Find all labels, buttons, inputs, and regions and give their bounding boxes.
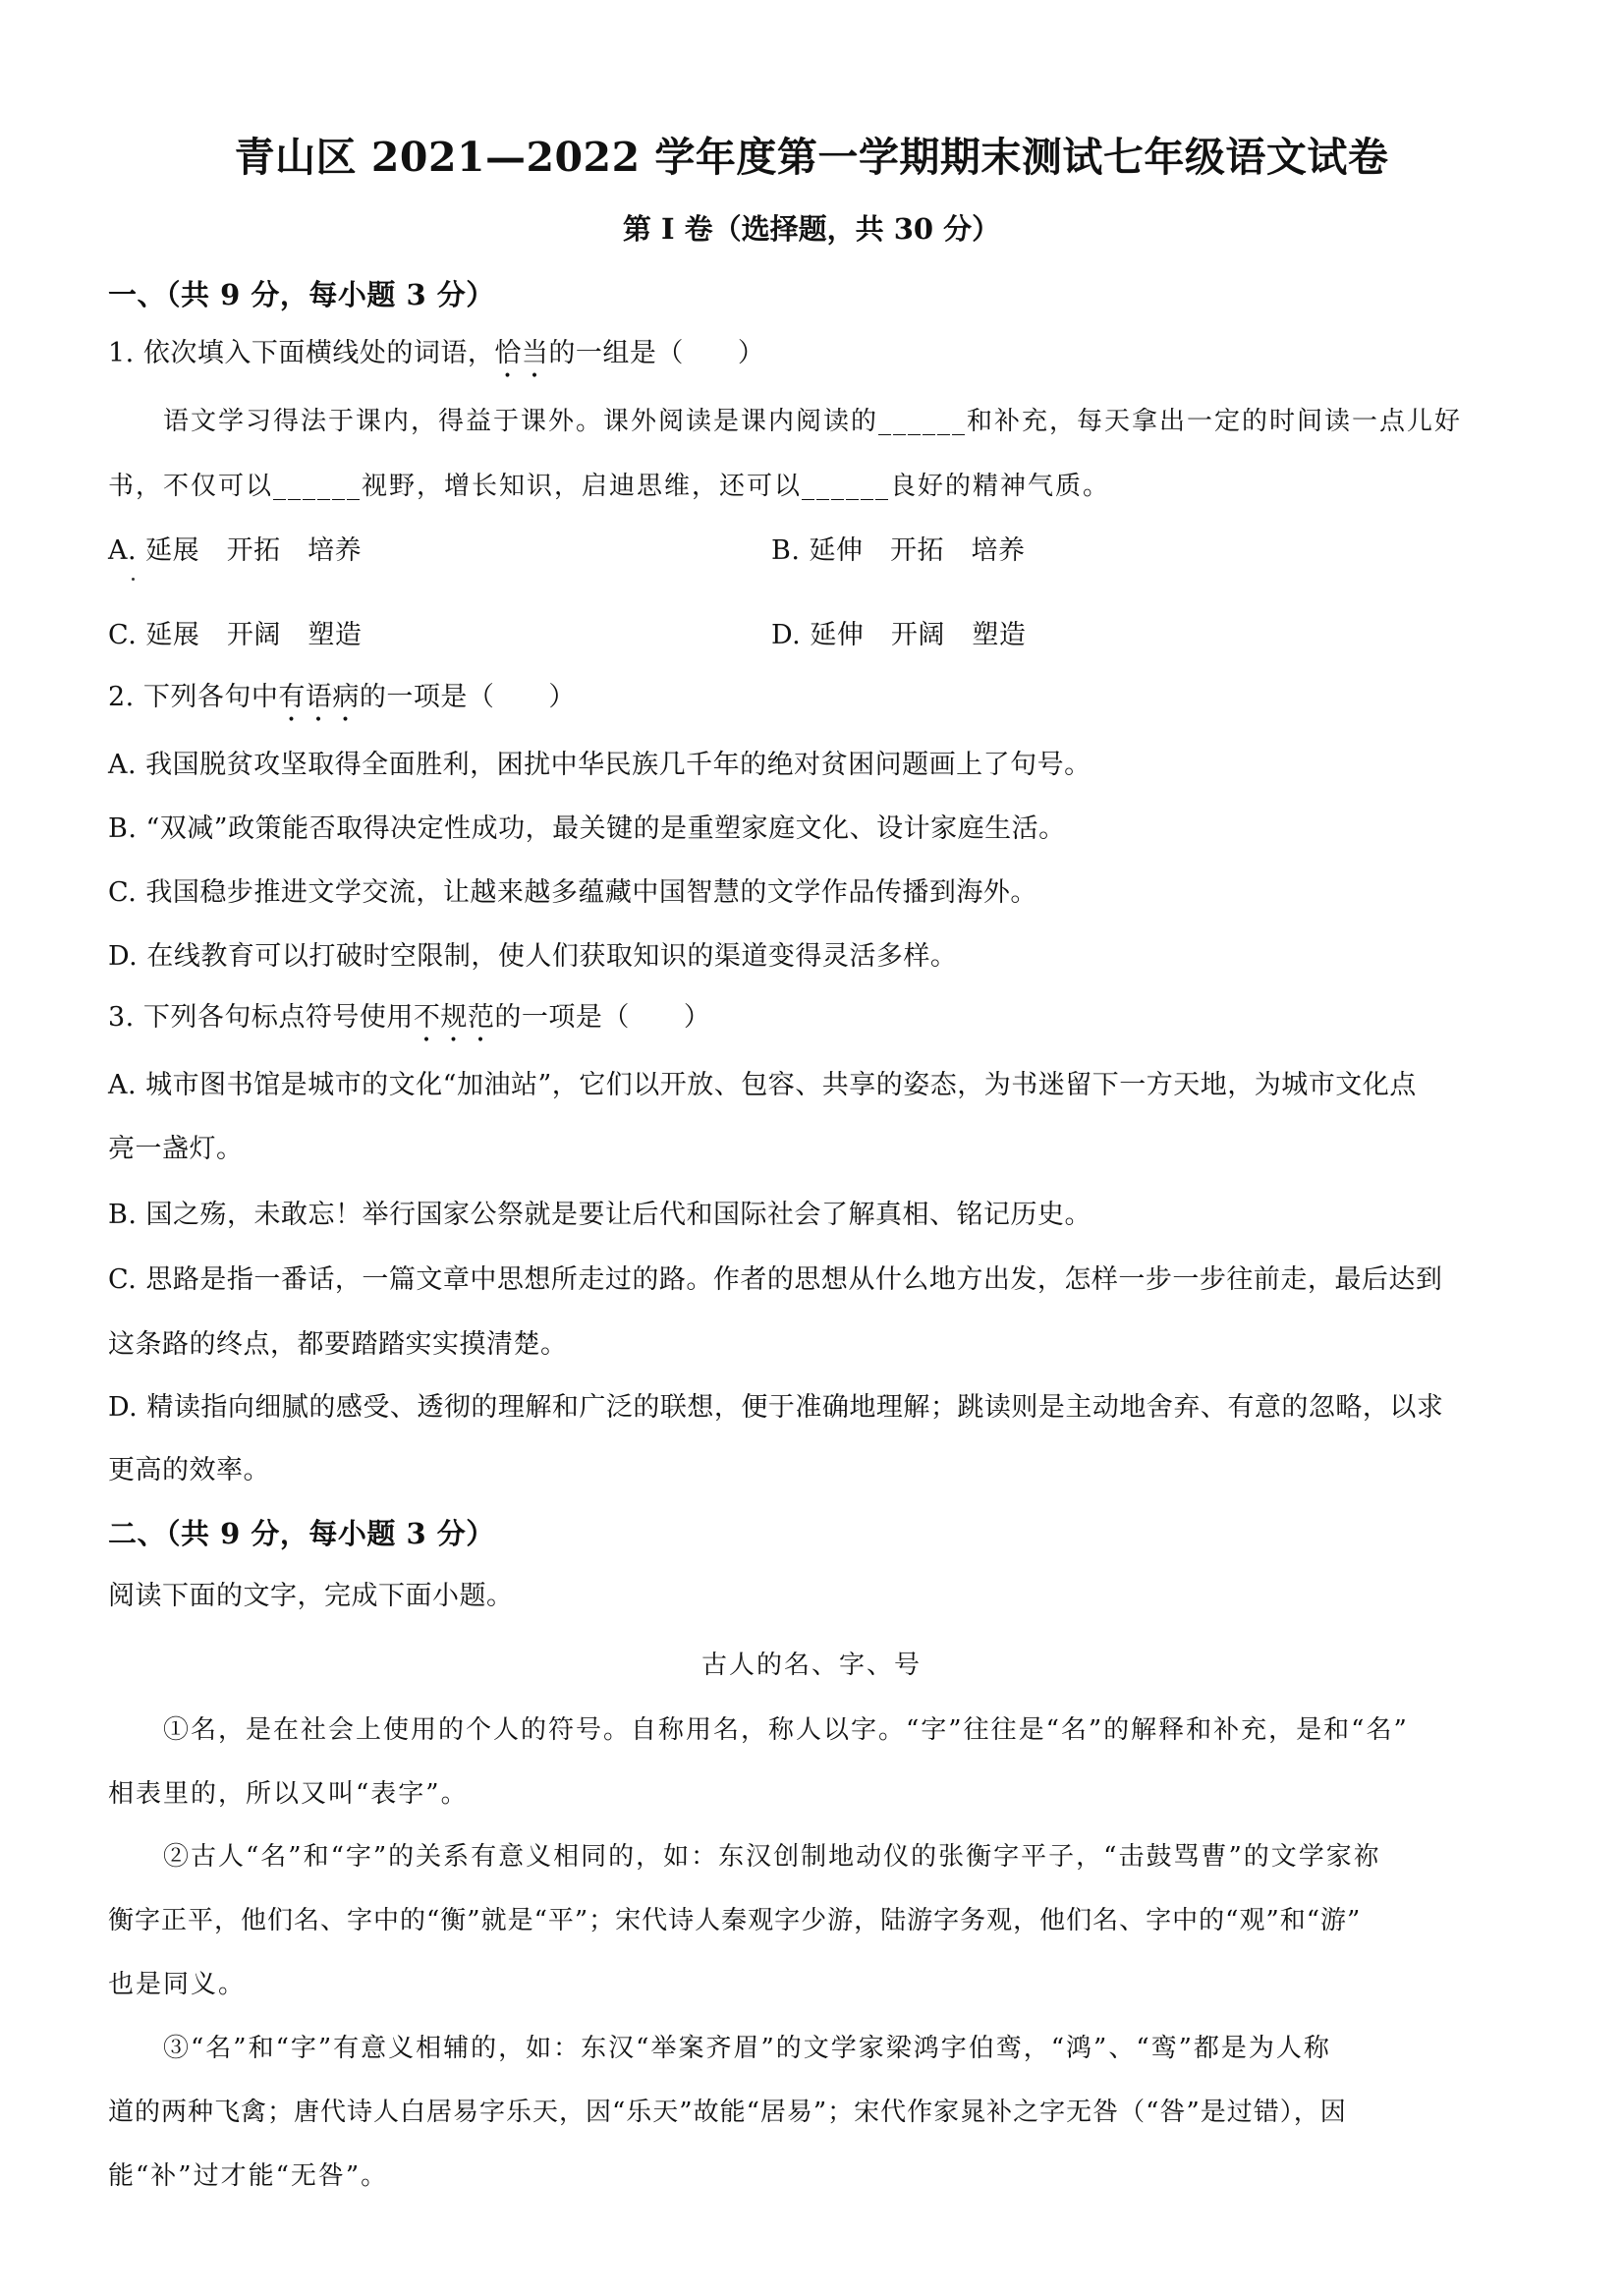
question-3-option-a-line-2: 亮一盏灯。 xyxy=(108,1134,244,1164)
stray-dot-mark xyxy=(132,578,135,581)
article-paragraph-3-line-1: ③“名”和“字”有意义相辅的，如：东汉“举案齐眉”的文学家梁鸿字伯鸾，“鸿”、“鸾”都是为人称 xyxy=(108,2034,1331,2063)
question-1-passage-line-1: 语文学习得法于课内，得益于课外。课外阅读是课内阅读的______和补充，每天拿出一定的时间读一点儿好 xyxy=(108,407,1463,436)
question-1-stem-post: 的一组是（ ） xyxy=(548,338,765,368)
question-3-stem-emphasis: 不规范 xyxy=(413,1002,495,1033)
question-1-stem xyxy=(108,334,1528,384)
article-title: 古人的名、字、号 xyxy=(700,1651,922,1680)
question-1-passage-line-2: 书，不仅可以______视野，增长知识，启迪思维，还可以______良好的精神气质。 xyxy=(108,472,1111,501)
question-2-option-d: D. 在线教育可以打破时空限制，使人们获取知识的渠道变得灵活多样。 xyxy=(108,941,958,972)
question-2-option-b: B. “双减”政策能否取得决定性成功，最关键的是重塑家庭文化、设计家庭生活。 xyxy=(108,813,1066,844)
article-paragraph-3-line-2: 道的两种飞禽；唐代诗人白居易字乐天，因“乐天”故能“居易”；宋代作家晁补之字无咎（“咎”是过错），因 xyxy=(108,2098,1347,2127)
question-1-option-d: D. 延伸 开阔 塑造 xyxy=(771,620,1027,650)
question-3-stem-pre: 3. 下列各句标点符号使用 xyxy=(108,1002,414,1033)
question-3-option-d-line-2: 更高的效率。 xyxy=(108,1455,270,1485)
question-3-stem-post: 的一项是（ ） xyxy=(494,1002,711,1033)
question-3-option-c-line-1: C. 思路是指一番话，一篇文章中思想所走过的路。作者的思想从什么地方出发，怎样一步一步往前走，最后达到 xyxy=(108,1264,1443,1295)
section-2-intro: 阅读下面的文字，完成下面小题。 xyxy=(108,1581,514,1611)
question-2-option-c: C. 我国稳步推进文学交流，让越来越多蕴藏中国智慧的文学作品传播到海外。 xyxy=(108,877,1037,908)
article-paragraph-1-line-2: 相表里的，所以又叫“表字”。 xyxy=(108,1779,469,1809)
article-paragraph-2-line-3: 也是同义。 xyxy=(108,1970,247,1999)
article-paragraph-3-line-3: 能“补”过才能“无咎”。 xyxy=(108,2161,389,2191)
article-paragraph-2-line-1: ②古人“名”和“字”的关系有意义相同的，如：东汉创制地动仪的张衡字平子，“击鼓骂曹”的文学家祢 xyxy=(108,1842,1381,1872)
question-2-stem-pre: 2. 下列各句中 xyxy=(108,682,279,712)
question-2-stem xyxy=(108,678,1528,728)
question-3-stem xyxy=(108,998,1528,1048)
page-subtitle: 第 I 卷（选择题，共 30 分） xyxy=(622,212,1001,246)
article-paragraph-1-line-1: ①名，是在社会上使用的个人的符号。自称用名，称人以字。“字”往往是“名”的解释和补充，是和“名” xyxy=(108,1715,1409,1745)
question-1-stem-emphasis: 恰当 xyxy=(494,338,549,368)
question-2-stem-emphasis: 有语病 xyxy=(278,682,360,712)
question-1-option-c: C. 延展 开阔 塑造 xyxy=(108,620,363,650)
question-2-stem-post: 的一项是（ ） xyxy=(359,682,576,712)
question-3-option-d-line-1: D. 精读指向细腻的感受、透彻的理解和广泛的联想，便于准确地理解；跳读则是主动地舍弃、有意的忽略，以求 xyxy=(108,1392,1444,1423)
section-1-heading: 一、（共 9 分，每小题 3 分） xyxy=(108,278,495,311)
article-paragraph-2-line-2: 衡字正平，他们名、字中的“衡”就是“平”；宋代诗人秦观字少游，陆游字务观，他们名、字中的“观”和“游” xyxy=(108,1906,1362,1935)
question-2-option-a: A. 我国脱贫攻坚取得全面胜利，困扰中华民族几千年的绝对贫困问题画上了句号。 xyxy=(108,750,1091,780)
question-3-option-c-line-2: 这条路的终点，都要踏踏实实摸清楚。 xyxy=(108,1329,568,1360)
section-2-heading: 二、（共 9 分，每小题 3 分） xyxy=(108,1517,495,1550)
question-1-stem-pre: 1. 依次填入下面横线处的词语， xyxy=(108,338,495,368)
question-3-option-a-line-1: A. 城市图书馆是城市的文化“加油站”，它们以开放、包容、共享的姿态，为书迷留下一方天地，为城市文化点 xyxy=(108,1070,1417,1100)
question-3-option-b: B. 国之殇，未敢忘！举行国家公祭就是要让后代和国际社会了解真相、铭记历史。 xyxy=(108,1200,1092,1230)
question-1-option-a: A. 延展 开拓 培养 xyxy=(108,535,363,566)
page-title: 青山区 2021—2022 学年度第一学期期末测试七年级语文试卷 xyxy=(234,134,1389,181)
question-1-option-b: B. 延伸 开拓 培养 xyxy=(771,535,1026,566)
